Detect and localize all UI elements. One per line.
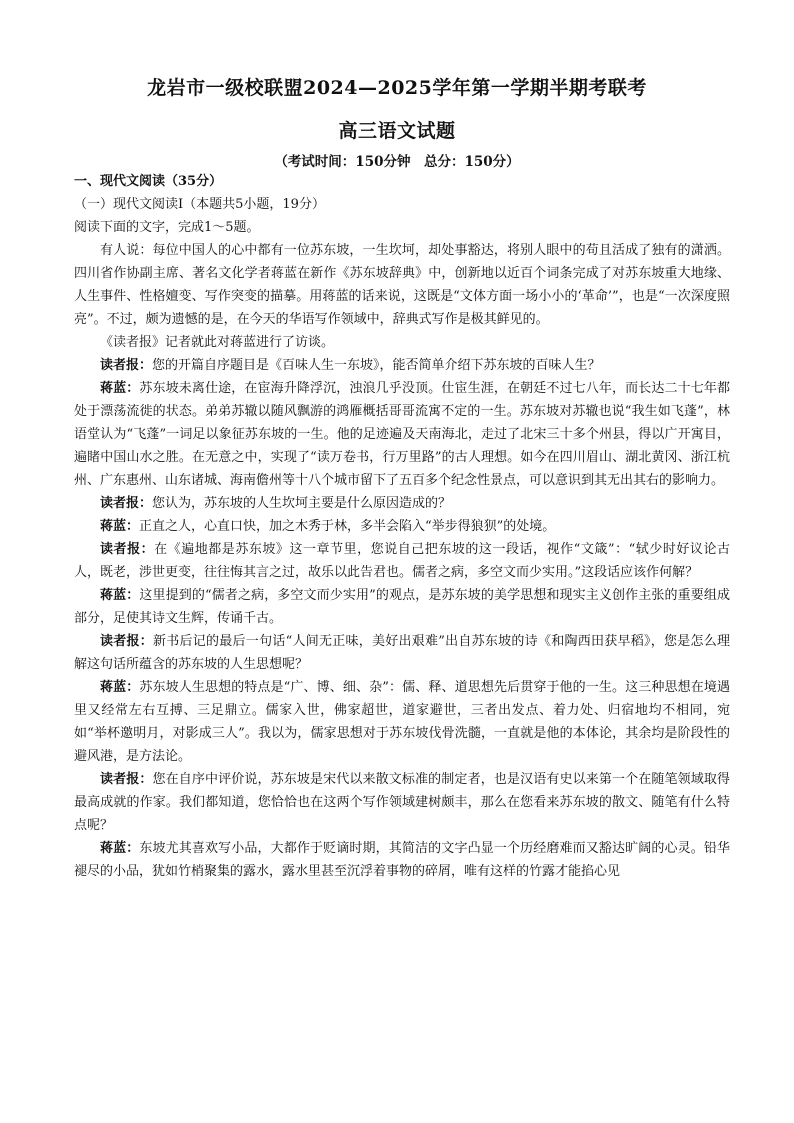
speaker-label: 读者报：: [100, 772, 153, 787]
dialogue-text: 这里提到的“儒者之病，多空文而少实用”的观点，是苏东坡的美学思想和现实主义创作主张的重要组成部分，足使其诗文生辉，传诵千古。: [74, 588, 730, 626]
dialogue-text: 苏东坡未离仕途，在宦海升降浮沉，浊浪几乎没顶。仕宦生涯，在朝廷不过七八年，而长达二十七年都处于漂荡流徙的状态。弟弟苏辙以随风飘游的鸿雁概括哥哥流寓不定的一生。苏东坡对苏辙也说“我生如飞蓬”，林语堂认为“飞蓬”一词足以象征苏东坡的一生。他的足迹遍及天南海北，走过了北宋三十多个州县，得以广开寓目，遍睹中国山水之胜。在无意之中，实现了“读万卷书，行万里路”的古人理想。如今在四川眉山、湖北黄冈、浙江杭州、广东惠州、山东诸城、海南儋州等十八个城市留下了五百多个纪念性景点，可以意识到其无出其右的影响力。: [74, 381, 730, 488]
dialogue-paragraph: [74, 676, 730, 768]
intro-paragraph: 有人说：每位中国人的心中都有一位苏东坡，一生坎坷，却处事豁达，将别人眼中的苟且活成了独有的潇洒。四川省作协副主席、著名文化学者蒋蓝在新作《苏东坡辞典》中，创新地以近百个词条完成了对苏东坡重大地缘、人生事件、性格嬗变、写作突变的描摹。用蒋蓝的话来说，这既是“文体方面一场小小的‘革命’”，也是“一次深度照亮”。不过，颇为遗憾的是，在今天的华语写作领域中，辞典式写作是极其鲜见的。: [74, 243, 730, 327]
dialogue-paragraph: [74, 538, 730, 584]
exam-subtitle: 高三语文试题: [338, 120, 456, 142]
dialogue-paragraph: [74, 377, 730, 492]
speaker-label: 蒋蓝：: [100, 680, 140, 695]
exam-title: 龙岩市一级校联盟2024—2025学年第一学期半期考联考: [147, 77, 647, 99]
speaker-label: 读者报：: [100, 634, 154, 649]
dialogue-text: 正直之人，心直口快，加之木秀于林，多半会陷入“举步得狼狈”的处境。: [139, 519, 556, 534]
speaker-label: 蒋蓝：: [100, 841, 140, 856]
dialogue-paragraph: [74, 837, 730, 883]
part-heading: （一）现代文阅读Ⅰ（本题共5小题，19分）: [74, 197, 325, 212]
instruction: 阅读下面的文字，完成1～5题。: [74, 220, 260, 235]
dialogue-paragraph: [74, 584, 730, 630]
speaker-label: 蒋蓝：: [100, 381, 140, 396]
speaker-label: 读者报：: [100, 358, 153, 373]
section-heading: 一、现代文阅读（35分）: [74, 174, 223, 189]
dialogue-text: 新书后记的最后一句话“人间无正味，美好出艰难”出自苏东坡的诗《和陶西田获早稻》，您是怎么理解这句话所蕴含的苏东坡的人生思想呢？: [74, 634, 730, 672]
speaker-label: 读者报：: [100, 496, 153, 511]
speaker-label: 蒋蓝：: [100, 519, 140, 534]
dialogue-paragraph: [74, 354, 730, 377]
intro-paragraph: 《读者报》记者就此对蒋蓝进行了访谈。: [100, 335, 335, 350]
dialogue-text: 东坡尤其喜欢写小品，大都作于贬谪时期，其简洁的文字凸显一个历经磨难而又豁达旷阔的心灵。铅华褪尽的小品，犹如竹梢聚集的露水，露水里甚至沉浮着事物的碎屑，唯有这样的竹露才能掐心见: [74, 841, 730, 879]
speaker-label: 读者报：: [100, 542, 155, 557]
dialogue-text: 您的开篇自序题目是《百味人生一东坡》，能否简单介绍下苏东坡的百味人生？: [152, 358, 601, 373]
exam-info: （考试时间：150分钟 总分：150分）: [274, 154, 520, 170]
dialogue-text: 在《遍地都是苏东坡》这一章节里，您说自己把东坡的这一段话，视作“文箴”：“轼少时好议论古人，既老，涉世更变，往往悔其言之过，故乐以此告君也。儒者之病，多空文而少实用。”这段话应该作何解？: [74, 542, 730, 580]
speaker-label: 蒋蓝：: [100, 588, 140, 603]
dialogue-text: 您认为，苏东坡的人生坎坷主要是什么原因造成的？: [152, 496, 452, 511]
dialogue-text: 苏东坡人生思想的特点是“广、博、细、杂”：儒、释、道思想先后贯穿于他的一生。这三种思想在境遇里又经常左右互搏、三足鼎立。儒家入世，佛家超世，道家避世，三者出发点、着力处、归宿地均不相同，宛如“举杯邀明月，对影成三人”。我以为，儒家思想对于苏东坡伐骨洗髓，一直就是他的本体论，其余均是阶段性的避风港，是方法论。: [74, 680, 730, 764]
dialogue-text: 您在自序中评价说，苏东坡是宋代以来散文标准的制定者，也是汉语有史以来第一个在随笔领域取得最高成就的作家。我们都知道，您恰恰也在这两个写作领域建树颇丰，那么在您看来苏东坡的散文、随笔有什么特点呢？: [74, 772, 730, 833]
dialogue-paragraph: [74, 492, 730, 515]
dialogue-paragraph: [74, 515, 730, 538]
dialogue-paragraph: [74, 768, 730, 837]
exam-body: [74, 170, 730, 883]
dialogue-paragraph: [74, 630, 730, 676]
